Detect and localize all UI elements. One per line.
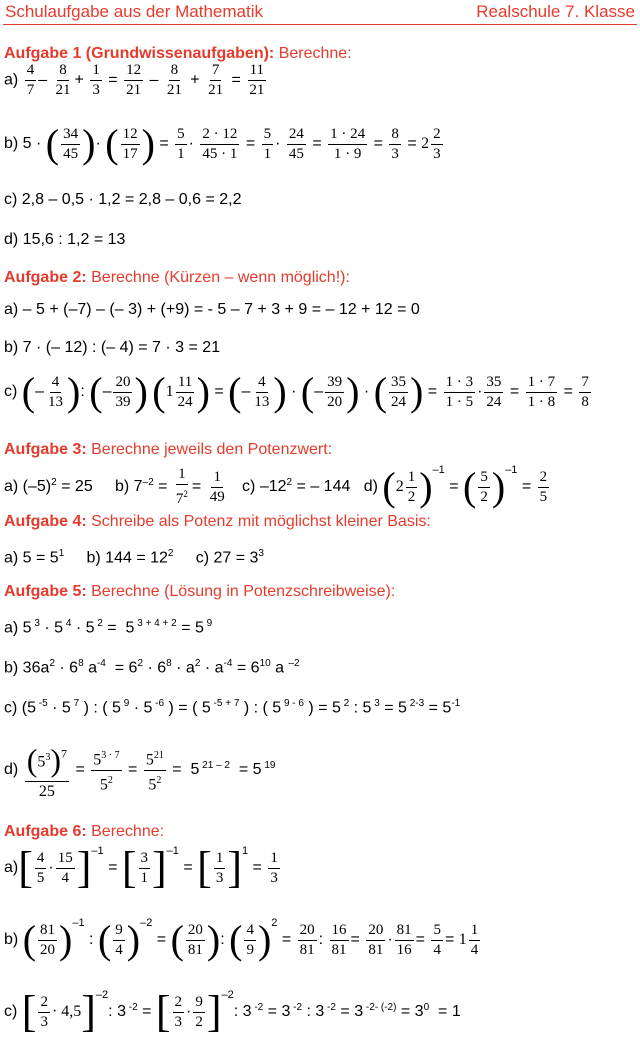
header-class: Realschule 7. Klasse [476,2,635,21]
header-subject: Schulaufgabe aus der Mathematik [5,2,263,21]
aufgabe-5c: c) (5 $^{-5}$ · 5 $^7$ ) : ( 5 $^9$ · 5 $^{-6}$ ) = ( 5 $^{-5 + 7}$ ) : ( 5 $^{9 - 6}$ ) = 5 $^2$ : 5 $^3$ = 5 $^{2-3} = 5^{-1}$ [4,698,461,717]
aufgabe-2b: b) 7 · (– 12) : (– 4) = 7 · 3 = 21 [4,339,221,356]
aufgabe-1b: b) 5 · ( $\frac{34}{45}$ ) · ( $\frac{12}{17}$ ) = $\frac{5}{1}$ · $\frac{2 \cdot 12}{45 \cdot 1}$ = $\frac{5}{1}$ · $\frac{24}{45}$ = $\frac{1 \cdot 24}{1 \cdot 9}$ = $\frac{8}{3}$ = 2 $\frac{2}{3}$ [4,121,441,166]
page-header [3,0,637,25]
aufgabe-1-heading: Aufgabe 1 (Grundwissenaufgaben): Berechne: [4,45,352,62]
aufgabe-6a: a) [ $\frac{4}{5}$ · $\frac{15}{4}$ ] $^{-1}$ = [ $\frac{3}{1}$ ] $^{-1}$ = [ $\frac{1}{3}$ ] $^1$ = $\frac{1}{3}$ [4,843,278,892]
aufgabe-5b: b) $36a^2 \cdot 6^8$ $a^{-4} = 6^2 \cdot 6^8 \cdot a^2 \cdot a^{-4} = 6^{10}$ a $^{-2}$ [4,658,300,677]
aufgabe-1d: d) 15,6 : 1,2 = 13 [4,231,126,248]
aufgabe-6b: b) ( $\frac{81}{20}$ ) $^{-1}$ : ( $\frac{9}{4}$ ) $^{-2}$ = ( $\frac{20}{81}$ ) : ( $\frac{4}{9}$ ) $^2$ = $\frac{20}{81}$ : $\frac{16}{81}$ = $\frac{20}{81}$ · $\frac{81}{16}$ = $\frac{5}{4}$ = 1 $\frac{1}{4}$ [4,917,479,962]
aufgabe-2c: c) ( – $\frac{4}{13}$ ) : ( – $\frac{20}{39}$ ) ( 1 $\frac{11}{24}$ ) = ( – $\frac{4}{13}$ ) · ( – $\frac{39}{20}$ ) · ( $\frac{35}{24}$ ) = $\frac{1 \cdot 3}{1 \cdot 5}$ · $\frac{35}{24}$ = $\frac{1 \cdot 7}{1 \cdot 8}$ = $\frac{7}{8}$ [4,369,589,414]
aufgabe-1c: c) 2,8 – 0,5 · 1,2 = 2,8 – 0,6 = 2,2 [4,191,242,208]
aufgabe-6c: c) [ $\frac{2}{3}$ · 4,5 ] $^{-2}$: 3 $^{-2}$ = [ $\frac{2}{3}$ · $\frac{9}{2}$ ] $^{-2}$: 3 $^{-2}$ = 3 $^{-2}$ : 3 $^{-2}$ = 3 $^{-2- (-2)} = 3^0 = 1$ [4,987,461,1036]
aufgabe-5d: d) ( $5^3$ ) $^7$ 25 = $\frac{5^{3 \cdot 7}}{5^2}$ = $\frac{5^{21}}{5^2}$ = 5 $^{21 - 2}$ = 5 $^{19}$ [4,742,276,800]
aufgabe-3-heading: Aufgabe 3: Berechne jeweils den Potenzwert: [4,441,333,458]
aufgabe-4-line: a) $5 = 5^1$ b) $144 = 12^2$ c) $27 = 3^3$ [4,548,264,567]
aufgabe-2a: a) – 5 + (–7) – (– 3) + (+9) = - 5 – 7 + 3 + 9 = – 12 + 12 = 0 [4,301,420,318]
aufgabe-2-heading: Aufgabe 2: Berechne (Kürzen – wenn möglich!): [4,269,350,286]
aufgabe-6-heading: Aufgabe 6: Berechne: [4,823,165,840]
aufgabe-4-heading: Aufgabe 4: Schreibe als Potenz mit möglichst kleiner Basis: [4,513,431,530]
aufgabe-1a: a) $\frac{4}{7}$ – $\frac{8}{21}$ + $\frac{1}{3}$ = $\frac{12}{21}$ – $\frac{8}{21}$ + $\frac{7}{21}$ = $\frac{11}{21}$ [4,62,265,98]
aufgabe-5-heading: Aufgabe 5: Berechne (Lösung in Potenzschreibweise): [4,583,396,600]
aufgabe-3-line: a) $(-5)^2 = 25$ b) $7^{-2}$ = $\frac{1}{7^2}$ = $\frac{1}{49}$ c) $-12^2$ = – 144 d) ( 2 $\frac{1}{2}$ ) $^{-1}$ = ( $\frac{5}{2}$ ) $^{-1}$ = $\frac{2}{5}$ [4,464,548,509]
aufgabe-5a: a) 5 $^3$ · 5 $^4$ · 5 $^2$ = 5 $^{3 + 4 + 2}$ = 5 $^9$ [4,618,213,637]
